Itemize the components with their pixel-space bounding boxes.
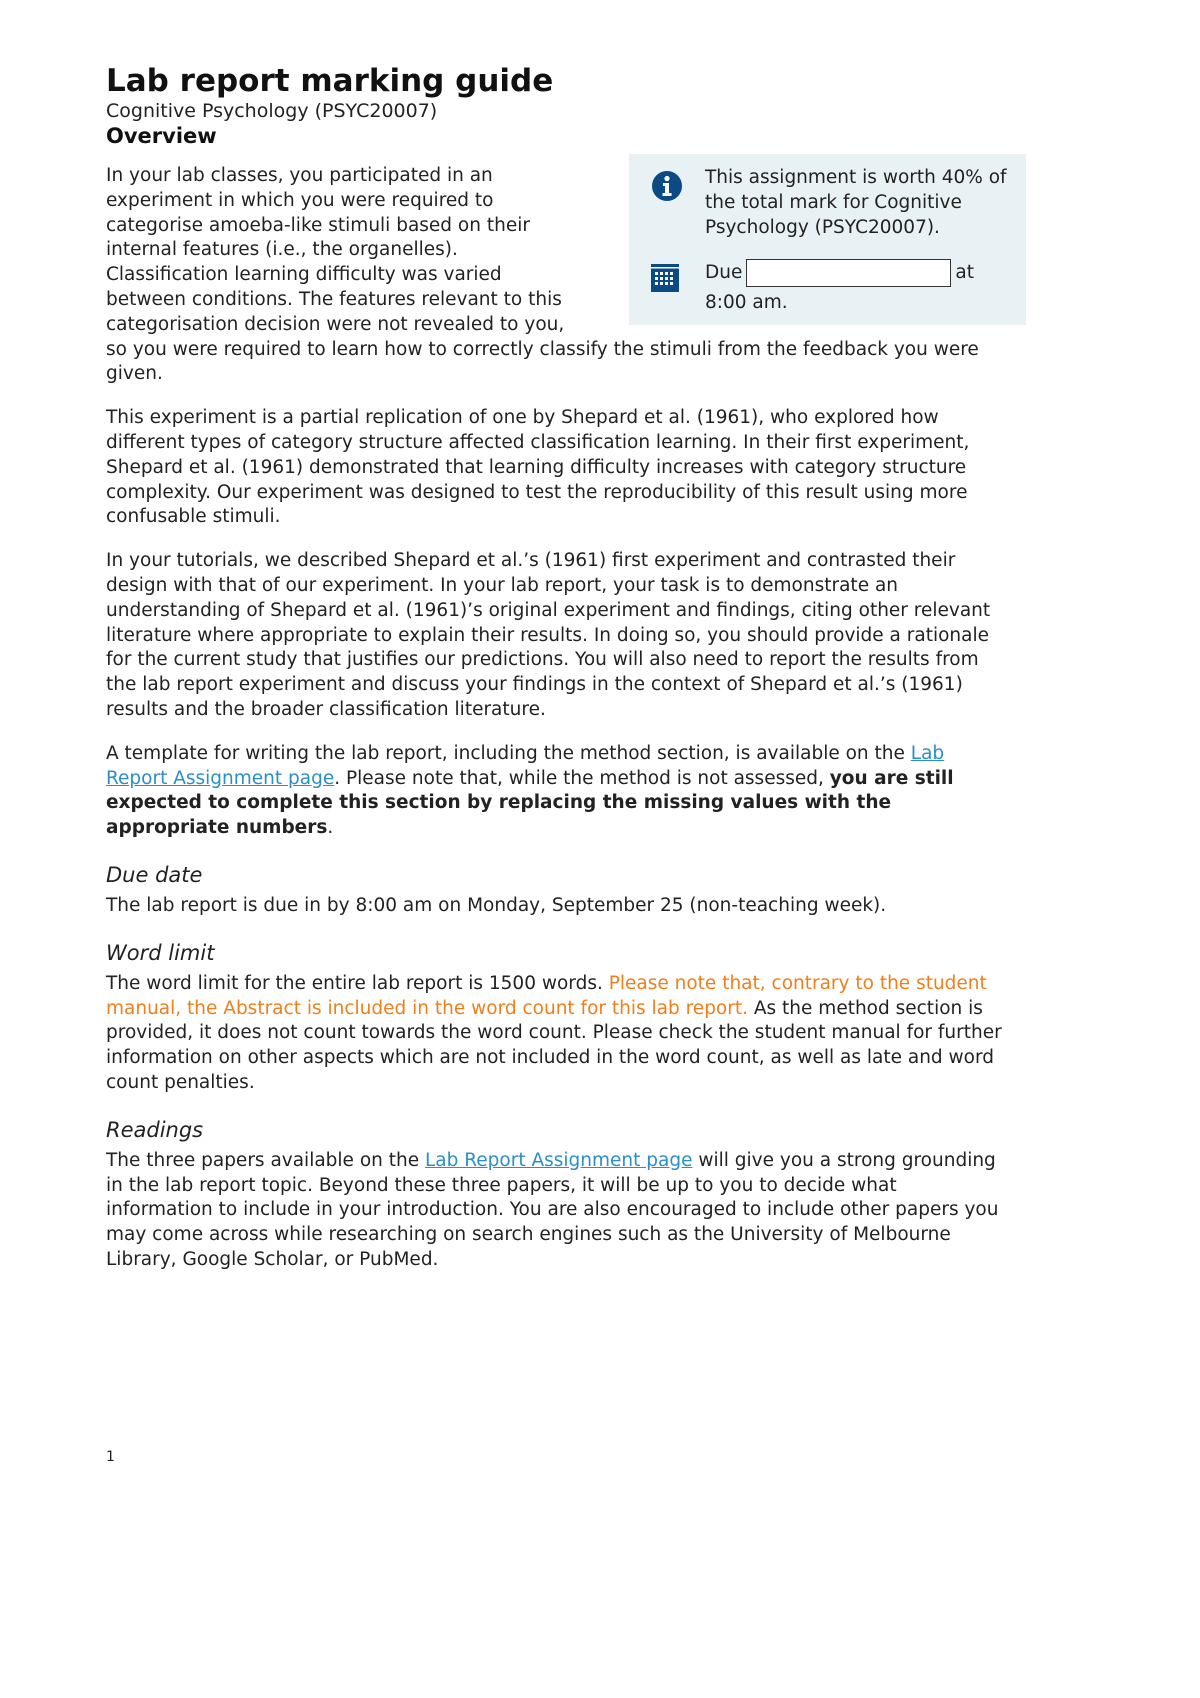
due-date-heading: Due date: [106, 862, 203, 887]
word-limit-text: [106, 972, 1002, 1096]
word-limit-heading: Word limit: [106, 940, 215, 965]
due-time: 8:00 am.: [705, 292, 788, 313]
due-date-field[interactable]: [746, 259, 951, 287]
overview-paragraph-3: In your tutorials, we described Shepard et al.’s (1961) first experiment and contrasted their design with that of our experiment. In your lab report, your task is to demonstrate an understanding of Shepard et al. (1961)’s original experiment and findings, citing other relevant literature where appropriate to explain their results. In doing so, you should provide a rationale for the current study that justifies our predictions. You will also need to report the results from the lab report experiment and discuss your findings in the context of Shepard et al.’s (1961) results and the broader classification literature.: [106, 550, 991, 720]
document-page: [106, 62, 1007, 1292]
page-number: 1: [106, 1449, 115, 1465]
word-limit-text-a: The word limit for the entire lab report is 1500 words.: [106, 972, 609, 994]
readings-text-b: will give you a strong grounding in the lab report topic. Beyond these three papers, it will be up to you to decide what information to include in your introduction. You are also encouraged to include other papers you may come across while researching on search engines such as the University of Melbourne Library, Google Scholar, or PubMed.: [106, 1149, 999, 1270]
page-title: Lab report marking guide: [106, 63, 554, 99]
readings-assignment-link[interactable]: Lab Report Assignment page: [425, 1149, 693, 1171]
assignment-callout: [629, 154, 1026, 325]
at-label: at: [955, 262, 974, 283]
overview-paragraph-2: This experiment is a partial replication of one by Shepard et al. (1961), who explored how different types of category structure affected classification learning. In their first experiment, Shepard et al. (1961) demonstrated that learning difficulty increases with category structure complexity. Our experiment was designed to test the reproducibility of this result using more confusable stimuli.: [106, 407, 970, 528]
p4-bold-text: you are still expected to complete this section by replacing the missing values with the appropriate numbers: [106, 767, 954, 839]
course-subtitle: Cognitive Psychology (PSYC20007): [106, 100, 438, 122]
overview-paragraph-4: [106, 742, 1002, 841]
p4-text-2: . Please note that, while the method is not assessed,: [334, 767, 830, 789]
overview-heading: Overview: [106, 124, 217, 148]
due-date-text: The lab report is due in by 8:00 am on Monday, September 25 (non-teaching week).: [106, 894, 887, 916]
lab-report-assignment-link[interactable]: Lab Report Assignment page: [106, 742, 945, 789]
overview-paragraph-1: In your lab classes, you participated in an experiment in which you were required to categorise amoeba-like stimuli based on their internal features (i.e., the organelles). Classification learning difficulty was varied between conditions. The features relevant to this categorisation decision were not revealed to you, so you were required to learn how to correctly classify the stimuli from the feedback you were given.: [106, 165, 979, 385]
abstract-warning: Please note that, contrary to the student manual, the Abstract is included in the word count for this lab report.: [106, 972, 987, 1019]
due-label: Due: [705, 262, 743, 283]
readings-text-a: The three papers available on the: [106, 1149, 425, 1171]
p4-text-3: .: [327, 817, 334, 839]
readings-text: [106, 1149, 1002, 1273]
calendar-icon: [651, 264, 679, 292]
worth-text: This assignment is worth 40% of the total mark for Cognitive Psychology (PSYC20007).: [705, 167, 1007, 238]
word-limit-text-b: As the method section is provided, it does not count towards the word count. Please check the student manual for further information on other aspects which are not included in the word count, as well as late and word count penalties.: [106, 997, 1002, 1093]
p4-text: A template for writing the lab report, including the method section, is available on the: [106, 742, 911, 764]
info-icon: [651, 170, 683, 202]
readings-heading: Readings: [106, 1117, 204, 1142]
